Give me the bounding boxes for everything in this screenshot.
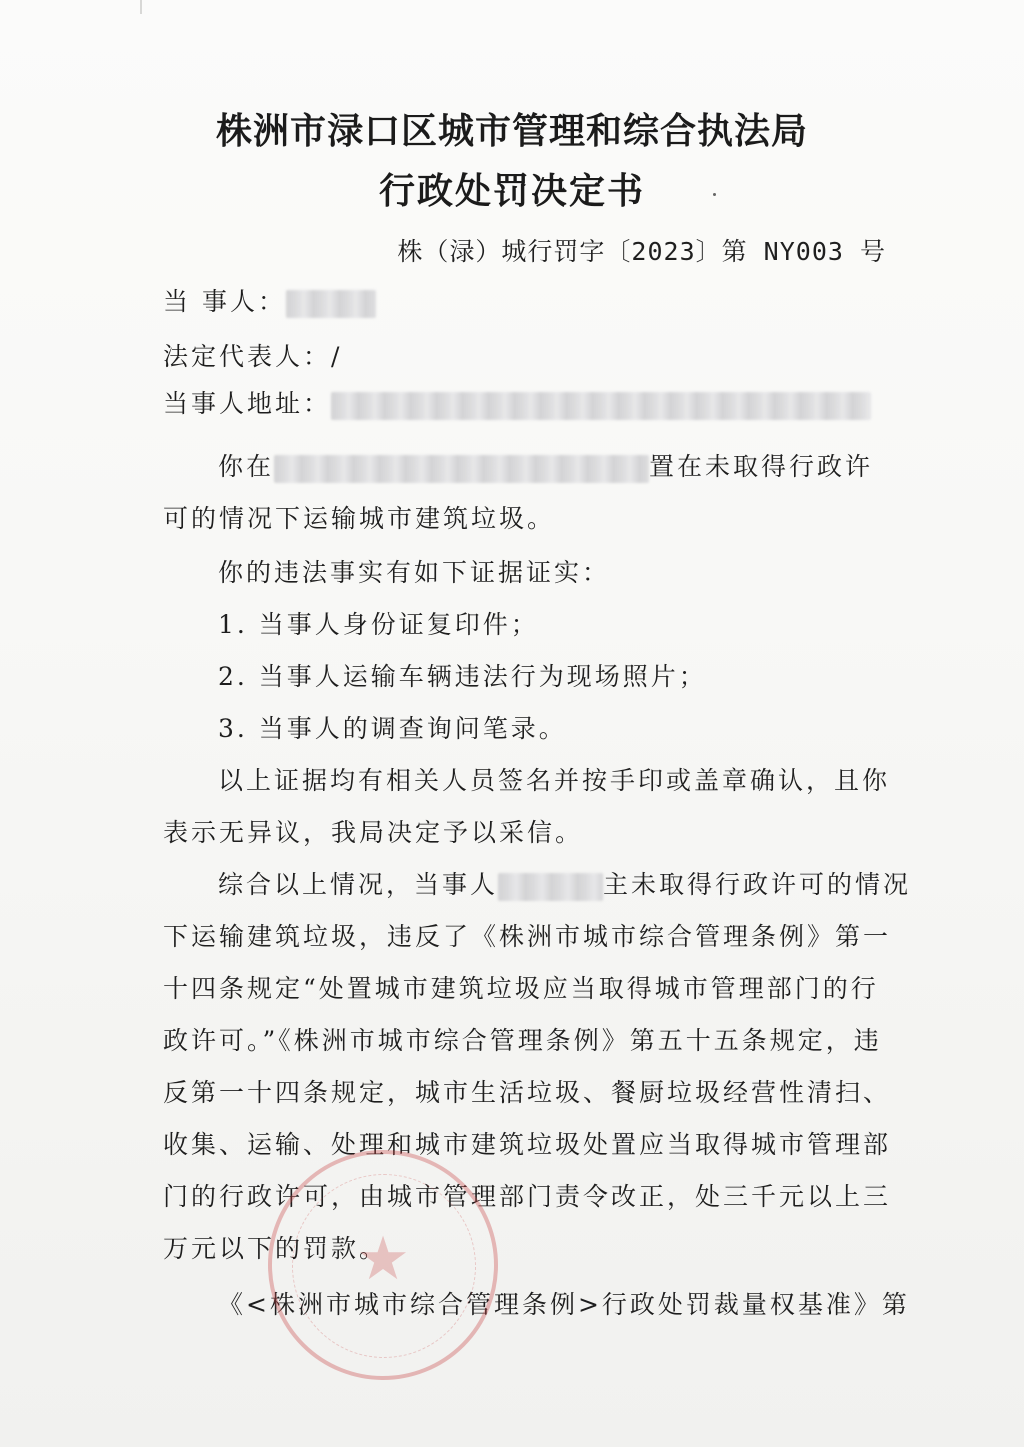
legal-rep-label: 法定代表人：: [163, 342, 332, 371]
evidence-item-3: 3. 当事人的调查询问笔录。: [218, 714, 567, 743]
summary-line-1: [218, 865, 911, 901]
party-name-redacted: [286, 290, 376, 318]
summary-line-4: 政许可。”《株洲市城市综合管理条例》第五十五条规定，违: [163, 1026, 882, 1055]
doc-number: 株（渌）城行罚字〔2023〕第 NY003 号: [397, 237, 886, 266]
summary-line-5: 反第一十四条规定，城市生活垃圾、餐厨垃圾经营性清扫、: [163, 1078, 892, 1107]
party-name-redacted-2: [498, 873, 603, 901]
paper-fold-mark: [140, 0, 142, 14]
paragraph-1-line-1: [218, 447, 873, 483]
location-redacted: [274, 455, 649, 483]
org-title: 株洲市渌口区城市管理和综合执法局: [215, 110, 808, 152]
summary-line-8: 万元以下的罚款。: [163, 1234, 388, 1263]
summary-line-3: 十四条规定“处置城市建筑垃圾应当取得城市管理部门的行: [163, 974, 879, 1003]
paragraph-1-line-2: 可的情况下运输城市建筑垃圾。: [163, 504, 556, 533]
summary-start-text: 综合以上情况，当事人: [218, 870, 499, 899]
confirm-line-1: 以上证据均有相关人员签名并按手印或盖章确认，且你: [218, 766, 891, 795]
summary-end-text: 主未取得行政许可的情况: [603, 870, 912, 899]
evidence-item-1: 1. 当事人身份证复印件；: [218, 610, 539, 639]
summary-line-7: 门的行政许可，由城市管理部门责令改正，处三千元以上三: [163, 1182, 892, 1211]
confirm-line-2: 表示无异议，我局决定予以采信。: [163, 818, 584, 847]
seal-star-icon: ★: [356, 1224, 410, 1294]
summary-line-6: 收集、运输、处理和城市建筑垃圾处置应当取得城市管理部: [163, 1130, 892, 1159]
p1-start-text: 你在: [218, 452, 275, 481]
official-seal-stamp: [268, 1150, 498, 1380]
legal-rep-line: [163, 337, 342, 373]
evidence-intro: 你的违法事实有如下证据证实：: [218, 558, 611, 587]
p1-end-text: 置在未取得行政许: [649, 452, 874, 481]
legal-rep-value: /: [331, 342, 343, 371]
doc-type-title: 行政处罚决定书: [378, 170, 645, 212]
address-redacted: [331, 392, 871, 420]
last-line: 《<株洲市城市综合管理条例>行政处罚裁量权基准》第: [218, 1290, 910, 1319]
address-line: [163, 384, 871, 420]
address-label: 当事人地址：: [163, 389, 332, 418]
party-line: [163, 282, 376, 318]
summary-line-2: 下运输建筑垃圾，违反了《株洲市城市综合管理条例》第一: [163, 922, 892, 951]
party-label: 当 事人：: [163, 287, 286, 316]
evidence-item-2: 2. 当事人运输车辆违法行为现场照片；: [218, 662, 707, 691]
